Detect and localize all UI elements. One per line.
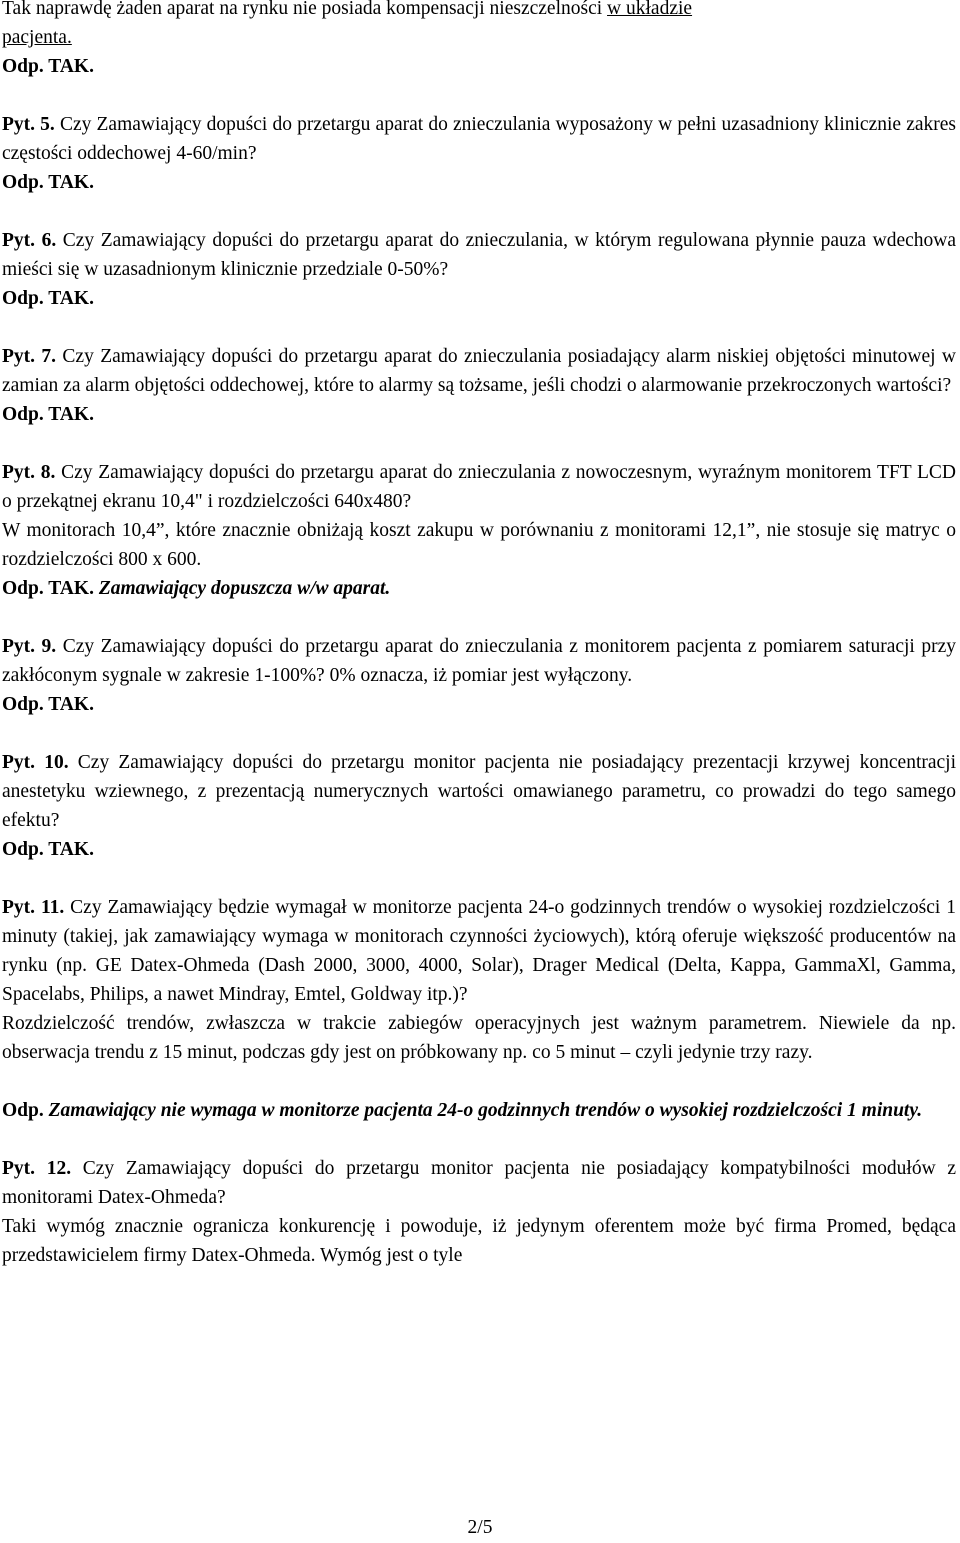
- question-text: Czy Zamawiający dopuści do przetargu monitor pacjenta nie posiadający kompatybilności modułów z monitorami Datex-Ohmeda?: [2, 1158, 956, 1208]
- question-6: [2, 226, 956, 284]
- underlined-text: pacjenta.: [2, 27, 72, 48]
- answer: Odp. TAK.: [2, 288, 94, 309]
- question-11: [2, 893, 956, 1009]
- question-9: [2, 632, 956, 690]
- answer: Odp. TAK. Zamawiający dopuszcza w/w aparat.: [2, 578, 391, 599]
- question-label: Pyt. 9.: [2, 636, 57, 657]
- answer: Odp. TAK.: [2, 839, 94, 860]
- answer: Odp. TAK.: [2, 172, 94, 193]
- question-text: Czy Zamawiający dopuści do przetargu monitor pacjenta nie posiadający prezentacji krzywej koncentracji anestetyku wziewnego, z prezentacją numerycznych wartości omawianego parametru, co prowadzi do tego samego efektu?: [2, 752, 957, 831]
- question-label: Pyt. 5.: [2, 114, 55, 135]
- question-7: [2, 342, 956, 400]
- underlined-text: w układzie: [607, 0, 693, 19]
- question-12: [2, 1154, 956, 1212]
- question-text: Czy Zamawiający dopuści do przetargu aparat do znieczulania z nowoczesnym, wyraźnym monitorem TFT LCD o przekątnej ekranu 10,4" i rozdzielczości 640x480?: [2, 462, 956, 512]
- document-page: [2, 0, 956, 1270]
- question-note: Taki wymóg znacznie ogranicza konkurencję i powoduje, iż jedynym oferentem może być firma Promed, będąca przedstawicielem firmy Datex-Ohmeda. Wymóg jest o tyle: [2, 1216, 956, 1266]
- question-text: Czy Zamawiający dopuści do przetargu aparat do znieczulania wyposażony w pełni uzasadniony klinicznie zakres częstości oddechowej 4-60/min?: [2, 114, 956, 164]
- question-text: Czy Zamawiający dopuści do przetargu aparat do znieczulania z monitorem pacjenta z pomiarem saturacji przy zakłóconym sygnale w zakresie 1-100%? 0% oznacza, iż pomiar jest wyłączony.: [2, 636, 957, 686]
- question-label: Pyt. 7.: [2, 346, 57, 367]
- question-label: Pyt. 11.: [2, 897, 65, 918]
- question-10: [2, 748, 956, 835]
- question-text: Czy Zamawiający dopuści do przetargu aparat do znieczulania posiadający alarm niskiej objętości minutowej w zamian za alarm objętości oddechowej, które to alarmy są tożsame, jeśli chodzi o alarmowanie przekroczonych wartości?: [2, 346, 956, 396]
- intro-paragraph: Tak naprawdę żaden aparat na rynku nie posiada kompensacji nieszczelności w układzie pacjenta.: [2, 0, 693, 48]
- question-label: Pyt. 8.: [2, 462, 56, 483]
- question-8: [2, 458, 956, 516]
- question-label: Pyt. 10.: [2, 752, 69, 773]
- page-number: 2/5: [467, 1517, 493, 1538]
- question-text: Czy Zamawiający będzie wymagał w monitorze pacjenta 24-o godzinnych trendów o wysokiej rozdzielczości 1 minuty (takiej, jak zamawiający wymaga w monitorach czynności życiowych), którą oferuje większość producentów na rynku (np. GE Datex-Ohmeda (Dash 2000, 3000, 4000, Solar), Drager Medical (Delta, Kappa, GammaXl, Gamma, Spacelabs, Philips, a nawet Mindray, Emtel, Goldway itp.)?: [2, 897, 956, 1005]
- question-note: Rozdzielczość trendów, zwłaszcza w trakcie zabiegów operacyjnych jest ważnym parametrem. Niewiele da np. obserwacja trendu z 15 minut, podczas gdy jest on próbkowany np. co 5 minut – czyli jedynie trzy razy.: [2, 1013, 956, 1063]
- question-5: [2, 110, 956, 168]
- answer: Odp. TAK.: [2, 404, 94, 425]
- question-label: Pyt. 6.: [2, 230, 57, 251]
- answer: Odp. TAK.: [2, 694, 94, 715]
- question-note: W monitorach 10,4”, które znacznie obniżają koszt zakupu w porównaniu z monitorami 12,1”, nie stosuje się matryc o rozdzielczości 800 x 600.: [2, 520, 956, 570]
- answer: Odp. Zamawiający nie wymaga w monitorze pacjenta 24-o godzinnych trendów o wysokiej rozdzielczości 1 minuty.: [2, 1100, 923, 1121]
- answer: Odp. TAK.: [2, 56, 94, 77]
- question-label: Pyt. 12.: [2, 1158, 72, 1179]
- question-text: Czy Zamawiający dopuści do przetargu aparat do znieczulania, w którym regulowana płynnie pauza wdechowa mieści się w uzasadnionym klinicznie przedziale 0-50%?: [2, 230, 956, 280]
